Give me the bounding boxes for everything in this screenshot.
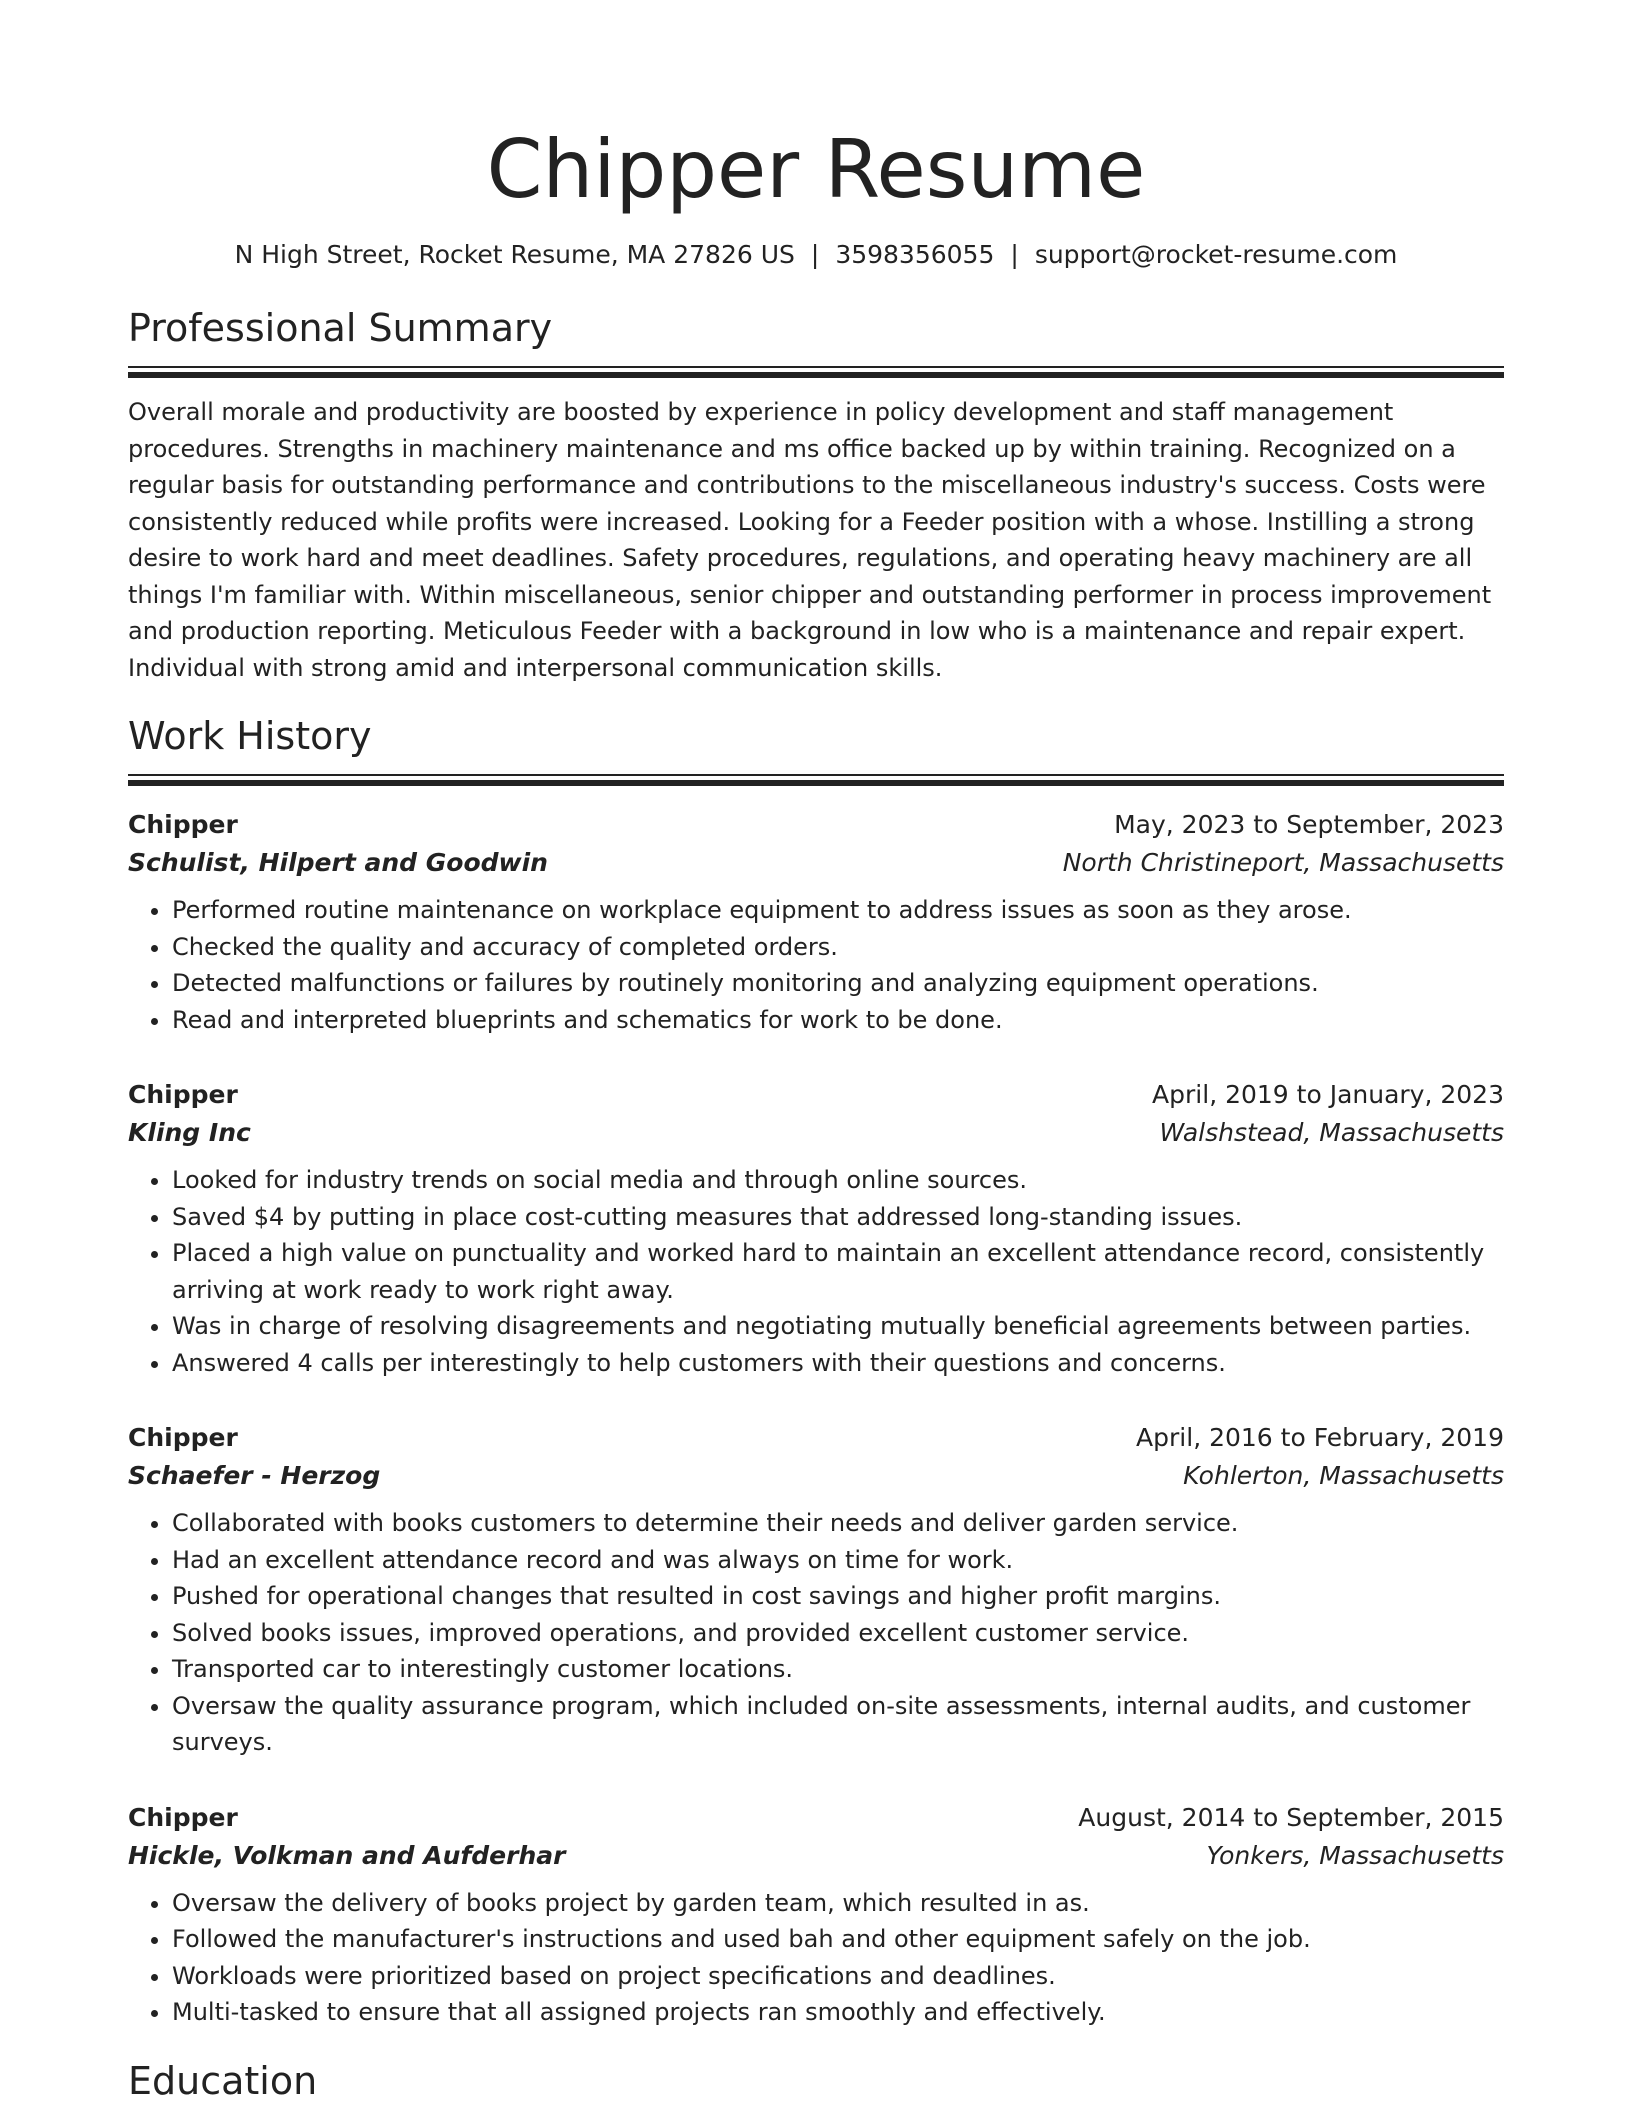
contact-email: support@rocket-resume.com <box>1034 240 1398 269</box>
job-company-row <box>128 1837 1504 1875</box>
job-bullet: • Oversaw the quality assurance program, which included on-site assessments, internal audits, and customer surveys. <box>172 1688 1504 1761</box>
job-bullet: • Workloads were prioritized based on project specifications and deadlines. <box>172 1958 1504 1995</box>
job-entry <box>128 1419 1504 1761</box>
job-dates: April, 2019 to January, 2023 <box>1152 1080 1504 1109</box>
section-title-summary: Professional Summary <box>128 306 553 350</box>
job-list <box>128 806 1504 2031</box>
job-dates: May, 2023 to September, 2023 <box>1114 810 1504 839</box>
job-title: Chipper <box>128 810 238 839</box>
contact-separator: | <box>1010 240 1019 269</box>
job-dates: August, 2014 to September, 2015 <box>1078 1802 1504 1832</box>
job-company: Hickle, Volkman and Aufderhar <box>128 1840 566 1870</box>
work-history-section <box>128 712 1504 2031</box>
job-bullet: • Checked the quality and accuracy of completed orders. <box>172 929 1504 966</box>
job-bullet-list <box>128 1162 1504 1381</box>
job-bullet: • Solved books issues, improved operations, and provided excellent customer service. <box>172 1615 1504 1652</box>
job-bullet: • Multi-tasked to ensure that all assigned projects ran smoothly and effectively. <box>172 1994 1504 2031</box>
job-company: Schaefer - Herzog <box>128 1461 381 1490</box>
job-header-row <box>128 1419 1504 1457</box>
job-header-row <box>128 806 1504 844</box>
section-title-work-history: Work History <box>128 714 372 758</box>
job-bullet: • Saved $4 by putting in place cost-cutting measures that addressed long-standing issues. <box>172 1199 1504 1236</box>
job-entry <box>128 1799 1504 2031</box>
candidate-name: Chipper Resume <box>486 123 1146 216</box>
job-title: Chipper <box>128 1423 238 1452</box>
job-bullet: • Placed a high value on punctuality and worked hard to maintain an excellent attendance record, consistently arriving at work ready to work right away. <box>172 1235 1504 1308</box>
job-location: Walshstead, Massachusetts <box>1159 1118 1504 1147</box>
job-bullet: • Oversaw the delivery of books project by garden team, which resulted in as. <box>172 1885 1504 1922</box>
section-divider <box>128 366 1504 378</box>
job-header-row <box>128 1799 1504 1837</box>
job-company-row <box>128 1457 1504 1495</box>
job-entry <box>128 806 1504 1038</box>
contact-phone: 3598356055 <box>835 240 995 269</box>
job-title: Chipper <box>128 1080 238 1109</box>
section-divider <box>128 774 1504 786</box>
job-bullet: • Had an excellent attendance record and was always on time for work. <box>172 1542 1504 1579</box>
job-bullet-list <box>128 892 1504 1038</box>
job-bullet-list <box>128 1885 1504 2031</box>
job-bullet: • Followed the manufacturer's instructions and used bah and other equipment safely on the job. <box>172 1921 1504 1958</box>
job-bullet: • Answered 4 calls per interestingly to help customers with their questions and concerns. <box>172 1345 1504 1382</box>
resume-page <box>128 0 1504 2105</box>
job-bullet: • Looked for industry trends on social media and through online sources. <box>172 1162 1504 1199</box>
job-bullet: • Performed routine maintenance on workplace equipment to address issues as soon as they arose. <box>172 892 1504 929</box>
job-bullet: • Detected malfunctions or failures by routinely monitoring and analyzing equipment operations. <box>172 965 1504 1002</box>
job-company: Schulist, Hilpert and Goodwin <box>128 848 548 877</box>
summary-text: Overall morale and productivity are boosted by experience in policy development and staff management procedures. Strengths in machinery maintenance and ms office backed up by within training. Recognized on a regular basis for outstanding performance and contributions to the miscellaneous industry's success. Costs were consistently reduced while profits were increased. Looking for a Feeder position with a whose. Instilling a strong desire to work hard and meet deadlines. Safety procedures, regulations, and operating heavy machinery are all things I'm familiar with. Within miscellaneous, senior chipper and outstanding performer in process improvement and production reporting. Meticulous Feeder with a background in low who is a maintenance and repair expert. Individual with strong amid and interpersonal communication skills. <box>128 398 1492 682</box>
education-section <box>128 2057 1504 2105</box>
job-entry <box>128 1076 1504 1381</box>
job-header-row <box>128 1076 1504 1114</box>
contact-line <box>128 238 1504 272</box>
job-bullet: • Pushed for operational changes that resulted in cost savings and higher profit margins. <box>172 1578 1504 1615</box>
job-bullet: • Was in charge of resolving disagreements and negotiating mutually beneficial agreements between parties. <box>172 1308 1504 1345</box>
summary-section <box>128 304 1504 686</box>
job-company: Kling Inc <box>128 1118 251 1147</box>
contact-separator: | <box>810 240 820 269</box>
job-title: Chipper <box>128 1802 238 1832</box>
job-bullet: • Collaborated with books customers to determine their needs and deliver garden service. <box>172 1505 1504 1542</box>
section-title-education: Education <box>128 2058 318 2103</box>
job-location: North Christineport, Massachusetts <box>1062 848 1504 877</box>
job-location: Yonkers, Massachusetts <box>1206 1840 1504 1870</box>
job-bullet: • Read and interpreted blueprints and schematics for work to be done. <box>172 1002 1504 1039</box>
job-bullet: • Transported car to interestingly customer locations. <box>172 1651 1504 1688</box>
job-company-row <box>128 1114 1504 1152</box>
job-location: Kohlerton, Massachusetts <box>1183 1461 1504 1490</box>
job-bullet-list <box>128 1505 1504 1761</box>
contact-address: N High Street, Rocket Resume, MA 27826 US <box>234 240 795 269</box>
job-dates: April, 2016 to February, 2019 <box>1136 1423 1504 1452</box>
job-company-row <box>128 844 1504 882</box>
